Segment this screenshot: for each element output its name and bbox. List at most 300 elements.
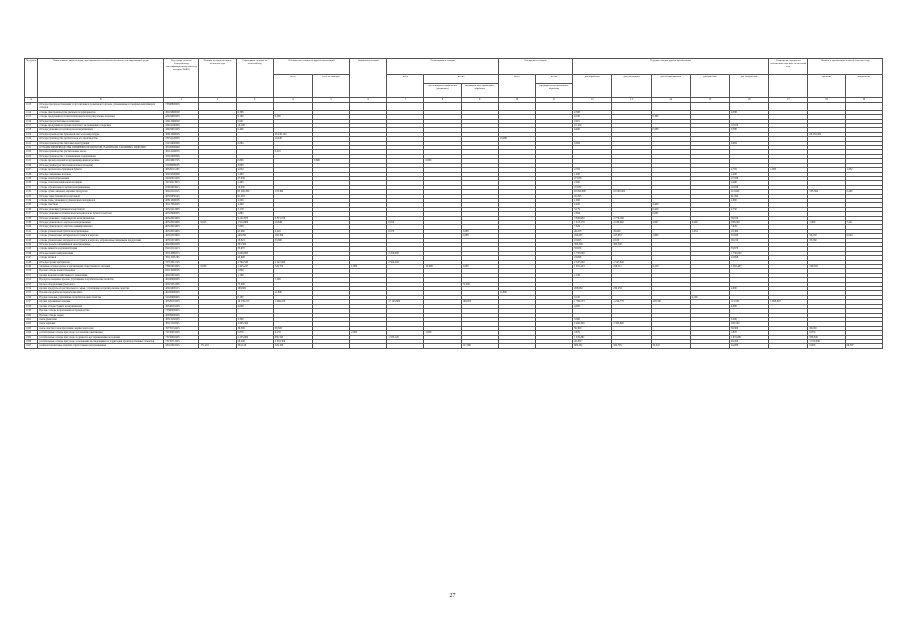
value-cell: 24,698 <box>573 256 612 260</box>
fkko-code-cell: 31108000005 <box>164 163 199 167</box>
column-number-cell: 8 <box>424 98 461 103</box>
waste-name-cell: прочие отходы бумаги незагрязненной <box>38 304 164 308</box>
value-cell: 0,001 <box>573 119 612 123</box>
value-cell <box>350 344 387 348</box>
row-number-cell: 1126 <box>25 163 38 167</box>
value-cell: 2,884 <box>573 212 612 216</box>
value-cell: 10,080 <box>498 137 535 141</box>
row-number-cell: 1146 <box>25 251 38 255</box>
value-cell: 1 362,487 <box>729 265 768 269</box>
row-number-cell: 1165 <box>25 335 38 339</box>
header-cell: для утилизации <box>612 75 651 98</box>
fkko-code-cell: 30210118125 <box>164 190 199 194</box>
waste-name-cell: Отходы производства бумажной массы из макулатуры <box>38 132 164 136</box>
value-cell: 39,300 <box>729 326 768 330</box>
row-number-cell: 1114 <box>25 110 38 114</box>
value-cell: 63 290,300 <box>236 190 273 194</box>
value-cell: 180,000 <box>729 220 768 224</box>
row-number-cell: 1152 <box>25 278 38 282</box>
fkko-code-cell: 40518301605 <box>164 220 199 224</box>
value-cell: 33,360 <box>808 238 845 242</box>
value-cell: 44,086 <box>729 344 768 348</box>
value-cell: 1 010,300 <box>808 339 845 343</box>
value-cell: 0,192 <box>387 220 424 224</box>
value-cell <box>808 103 845 111</box>
value-cell <box>273 103 312 111</box>
fkko-code-cell: 82210101215 <box>164 247 199 251</box>
value-cell: 1 968,820 <box>769 300 808 304</box>
value-cell: 1,332 <box>845 168 882 172</box>
value-cell: 10,630 <box>573 185 612 189</box>
fkko-code-cell: 40518401605 <box>164 216 199 220</box>
value-cell: 1,000 <box>424 331 461 335</box>
value-cell: 3,179 <box>236 207 273 211</box>
waste-name-cell: Прочие отходы потребления на производстве <box>38 309 164 313</box>
waste-name-cell: Прочие отходы сырья <box>38 313 164 317</box>
fkko-code-cell: 40160000005 <box>164 278 199 282</box>
value-cell: 0,210 <box>273 150 312 154</box>
value-cell: 393,300 <box>612 243 651 247</box>
value-cell: 0,078 <box>387 229 424 233</box>
fkko-code-cell: 43119991725 <box>164 159 199 163</box>
value-cell: 2 547,000 <box>273 260 312 264</box>
waste-name-cell: Отходы упаковки из целлюлозы незагрязненные <box>38 128 164 132</box>
fkko-code-cell: 40519630125 <box>164 194 199 198</box>
fkko-code-cell: 73398800005 <box>164 103 199 111</box>
row-number-cell: 1115 <box>25 115 38 119</box>
value-cell <box>313 344 350 348</box>
value-cell: 9,122,870 <box>236 216 273 220</box>
fkko-code-cell: 30115118325 <box>164 322 199 326</box>
value-cell: 3,179 <box>573 207 612 211</box>
value-cell: 2,702 <box>729 168 768 172</box>
waste-name-cell: отходы целлюлозно-бумажной бумаги <box>38 168 164 172</box>
value-cell: 4,000 <box>236 304 273 308</box>
waste-name-cell: пыль очистки газов при плавке черных металлов <box>38 326 164 330</box>
value-cell: 268,682 <box>236 287 273 291</box>
row-number-cell: 1144 <box>25 243 38 247</box>
value-cell: 1,800 <box>808 220 845 224</box>
fkko-code-cell: 40419000115 <box>164 287 199 291</box>
value-cell: 2 365,800 <box>612 322 651 326</box>
row-number-cell: 1155 <box>25 291 38 295</box>
value-cell: 33,970 <box>573 247 612 251</box>
row-number-cell: 1148 <box>25 260 38 264</box>
value-cell: 1,890 <box>651 234 690 238</box>
value-cell: 11,890 <box>273 291 312 295</box>
row-number-cell: 1113 <box>25 103 38 111</box>
row-number-cell: 1164 <box>25 331 38 335</box>
value-cell: 0,000 <box>808 344 845 348</box>
waste-name-cell: отходы упаковочных материалов из бумаги и картона <box>38 234 164 238</box>
value-cell: 1 335,120 <box>387 335 424 339</box>
value-cell: 2,490 <box>236 181 273 185</box>
value-cell: 0,084 <box>729 141 768 145</box>
value-cell: 2,400 <box>651 203 690 207</box>
value-cell: 49,223 <box>573 229 612 233</box>
value-cell: 1,000 <box>236 198 273 202</box>
column-number-cell: 15 <box>690 98 729 103</box>
header-cell: для обработки <box>573 75 612 98</box>
value-cell: 3,000 <box>236 163 273 167</box>
value-cell: 0,001 <box>236 119 273 123</box>
waste-name-cell: Отходы прочих материалов <box>38 260 164 264</box>
value-cell: 3,300 <box>573 317 612 321</box>
fkko-code-cell: 40540181205 <box>164 304 199 308</box>
row-number-cell: 1117 <box>25 124 38 128</box>
value-cell: 258,311 <box>612 265 651 269</box>
waste-name-cell: отходы сухих, вяленых, вареных продуктов <box>38 190 164 194</box>
value-cell: 72,000 <box>461 282 498 286</box>
value-cell: 1 931,423 <box>573 265 612 269</box>
fkko-code-cell: 43411000000 <box>164 119 199 123</box>
value-cell: 0,226 <box>273 229 312 233</box>
value-cell: 417,681 <box>612 234 651 238</box>
value-cell: 117,000 <box>461 344 498 348</box>
value-cell: 39,300 <box>236 326 273 330</box>
value-cell: 1,000 <box>461 265 498 269</box>
value-cell: 0,870 <box>808 331 845 335</box>
value-cell: 129,160 <box>273 344 312 348</box>
row-number-cell: 1134 <box>25 198 38 202</box>
value-cell: 113,563 <box>729 300 768 304</box>
row-number-cell: 1141 <box>25 229 38 233</box>
fkko-code-cell: 40591301605 <box>164 238 199 242</box>
value-cell: 1 750,000 <box>729 251 768 255</box>
waste-name-cell: отходы текстиля <box>38 203 164 207</box>
value-cell <box>498 103 535 111</box>
fkko-code-cell: 30117002205 <box>164 203 199 207</box>
row-number-cell: 1159 <box>25 309 38 313</box>
value-cell: 2 547,040 <box>573 260 612 264</box>
row-number-cell: 1124 <box>25 154 38 158</box>
value-cell: 7,421 <box>845 220 882 224</box>
value-cell: 0,190 <box>236 115 273 119</box>
value-cell <box>387 344 424 348</box>
row-number-cell: 1163 <box>25 326 38 330</box>
value-cell <box>573 103 612 111</box>
value-cell: 1,000 <box>729 198 768 202</box>
value-cell: 10,630 <box>236 185 273 189</box>
header-cell: Наличие в организации на конец отчетного года <box>808 59 883 75</box>
waste-name-cell: Отходы шлама нейтрализации <box>38 251 164 255</box>
row-number-cell: 1140 <box>25 225 38 229</box>
fkko-code-cell: 30114100005 <box>164 150 199 154</box>
column-number-cell: 19 <box>845 98 882 103</box>
column-number-cell: 13 <box>612 98 651 103</box>
row-number-cell: 1153 <box>25 282 38 286</box>
row-number-cell: 1119 <box>25 132 38 136</box>
waste-name-cell: Отходы упаковки и упаковочных материалов из бумаги и картона <box>38 212 164 216</box>
waste-name-cell: отходы продукции из полиэтилентерефталата (ритуальные изделия) <box>38 115 164 119</box>
waste-name-cell: отходы упаковочной бумаги незагрязненные <box>38 229 164 233</box>
value-cell: 2 605,300 <box>236 322 273 326</box>
waste-name-cell: прочие деревянные изделия <box>38 300 164 304</box>
row-number-cell: 1166 <box>25 339 38 343</box>
row-number-cell: 1142 <box>25 234 38 238</box>
value-cell: 2,490 <box>573 181 612 185</box>
value-cell <box>498 344 535 348</box>
value-cell: 2 547,040 <box>612 260 651 264</box>
column-number-cell: 3 <box>236 98 273 103</box>
value-cell: 27,936 <box>573 176 612 180</box>
waste-name-cell: отходы цемента в кусковой форме <box>38 247 164 251</box>
header-cell: из них <box>424 75 498 84</box>
column-number-cell: 4 <box>273 98 312 103</box>
fkko-code-cell: 30119351305 <box>164 282 199 286</box>
value-cell: 27,936 <box>236 176 273 180</box>
waste-name-cell: прочие продукты из растительного сырья, утратившие потребительские свойства <box>38 287 164 291</box>
value-cell: 133,364 <box>273 190 312 194</box>
fkko-code-cell: 73130002205 <box>164 335 199 339</box>
value-cell: 2,000 <box>350 331 387 335</box>
value-cell: 268,682 <box>573 287 612 291</box>
fkko-code-cell: 73713011725 <box>164 260 199 264</box>
value-cell: 659,345 <box>273 335 312 339</box>
fkko-code-cell: 40518401605 <box>164 225 199 229</box>
report-page <box>24 58 883 349</box>
value-cell: 19 139,213 <box>236 300 273 304</box>
waste-name-cell: растительные отходы при уходе за зелеными насаждениями на территории производственных объектов <box>38 339 164 343</box>
header-cell: из них <box>535 75 572 84</box>
value-cell: 2,490 <box>729 181 768 185</box>
value-cell: 1,000 <box>350 265 387 269</box>
value-cell: 26 230,000 <box>808 132 845 136</box>
value-cell: 2,702 <box>573 168 612 172</box>
value-cell: 4,034 <box>236 168 273 172</box>
value-cell: 4,000 <box>729 304 768 308</box>
value-cell: 418,330 <box>651 300 690 304</box>
value-cell: 69,397 <box>845 344 882 348</box>
waste-name-cell: растительные отходы при уходе за газонами, цветниками <box>38 331 164 335</box>
waste-name-cell: резиноантрацитовые изделия отработанные незагрязненные <box>38 344 164 348</box>
value-cell: 0,870 <box>573 331 612 335</box>
value-cell: 39,300 <box>273 326 312 330</box>
fkko-code-cell: 40518000005 <box>164 212 199 216</box>
fkko-code-cell: 30313182205 <box>164 317 199 321</box>
column-number-cell: 12 <box>573 98 612 103</box>
value-cell: 10,100 <box>729 124 768 128</box>
fkko-code-cell: 40639000005 <box>164 313 199 317</box>
header-cell: Поступление отходов из других организаций <box>273 59 349 75</box>
row-number-cell: 1123 <box>25 150 38 154</box>
waste-name-cell: пыль зерновая <box>38 322 164 326</box>
row-number-cell: 1136 <box>25 207 38 211</box>
column-number-cell: 14 <box>651 98 690 103</box>
header-cell: Утилизировано отходов <box>387 59 498 75</box>
value-cell: 2,600 <box>729 287 768 291</box>
row-number-cell: 1158 <box>25 304 38 308</box>
fkko-code-cell: 33252120005 <box>164 137 199 141</box>
waste-name-cell: Отходы резины (растительная вспомогательная) <box>38 163 164 167</box>
header-cell: Размещение отходов на собственных объектах за отчетный год <box>769 59 808 75</box>
table-row <box>25 344 883 348</box>
value-cell: 4,997 <box>651 220 690 224</box>
fkko-code-cell: 46210001205 <box>164 273 199 277</box>
fkko-code-cell: 30219300000 <box>164 172 199 176</box>
waste-name-cell: Прочие продукты из переработки мяса <box>38 291 164 295</box>
value-cell: 1,199 <box>573 273 612 277</box>
column-number-cell: 2 <box>199 98 236 103</box>
value-cell: 0,000 <box>199 265 236 269</box>
waste-name-cell: Отходы производства гипсовых конструкций <box>38 141 164 145</box>
header-cell <box>769 75 808 98</box>
column-number-cell: 6 <box>350 98 387 103</box>
value-cell: 1 913,178 <box>573 220 612 224</box>
value-cell: 393,300 <box>236 243 273 247</box>
waste-name-cell: отходы прочих изделий из вулканизированной резины <box>38 159 164 163</box>
value-cell: 91,293 <box>573 194 612 198</box>
fkko-code-cell: 46220002205 <box>164 243 199 247</box>
header-cell: Обезврежено отходов <box>498 59 572 75</box>
value-cell: 182,390 <box>273 234 312 238</box>
fkko-code-cell: 40518201605 <box>164 229 199 233</box>
waste-name-cell: отходы шлаков <box>38 256 164 260</box>
waste-name-cell: отходы стеклоизоляционной изоляции <box>38 181 164 185</box>
value-cell: 26 230,120 <box>273 132 312 136</box>
fkko-code-cell: 40521212605 <box>164 207 199 211</box>
column-number-cell: 9 <box>461 98 498 103</box>
value-cell: 0,100 <box>236 295 273 299</box>
value-cell: 63 292,900 <box>573 190 612 194</box>
row-number-cell: 1154 <box>25 287 38 291</box>
value-cell: 4 180,062 <box>612 220 651 224</box>
waste-name-cell: отходы стеклообразования <box>38 176 164 180</box>
value-cell: 2 776,168 <box>612 216 651 220</box>
table-row <box>25 103 883 111</box>
fkko-code-cell: 40591301605 <box>164 234 199 238</box>
value-cell: 2 250,000 <box>387 251 424 255</box>
value-cell <box>535 344 572 348</box>
header-cell: в т.ч. по импорту <box>313 75 350 98</box>
value-cell <box>535 103 572 111</box>
value-cell: 0,429 <box>651 207 690 211</box>
value-cell <box>690 103 729 111</box>
value-cell <box>651 103 690 111</box>
row-number-cell: 1130 <box>25 181 38 185</box>
value-cell: 0,800 <box>424 159 461 163</box>
value-cell: 24,698 <box>729 256 768 260</box>
value-cell: 0,613 <box>612 238 651 242</box>
row-number-cell: 1135 <box>25 203 38 207</box>
value-cell: 1,199 <box>236 273 273 277</box>
value-cell: 3,300 <box>729 317 768 321</box>
waste-name-cell: отходы строительного щебня незагрязненные <box>38 185 164 189</box>
value-cell: 1,400 <box>573 172 612 176</box>
value-cell: 7,829 <box>729 225 768 229</box>
value-cell: 2 564,500 <box>387 260 424 264</box>
value-cell: 334,126 <box>236 344 273 348</box>
value-cell: 10,630 <box>729 185 768 189</box>
row-number-cell: 1122 <box>25 146 38 150</box>
value-cell: 0,380 <box>729 128 768 132</box>
row-number-cell: 1118 <box>25 128 38 132</box>
waste-name-cell: Отходы тары бумажной и картонной <box>38 194 164 198</box>
value-cell: 18,366 <box>729 229 768 233</box>
value-cell: 2,750 <box>729 207 768 211</box>
value-cell: 0,400 <box>573 128 612 132</box>
row-number-cell: 1133 <box>25 194 38 198</box>
row-number-cell: 1127 <box>25 168 38 172</box>
value-cell: 39,300 <box>573 326 612 330</box>
fkko-code-cell: 31231000000 <box>164 141 199 145</box>
value-cell: 35,936 <box>729 234 768 238</box>
row-number-cell: 1157 <box>25 300 38 304</box>
row-number-cell: 1139 <box>25 220 38 224</box>
waste-name-cell: Отходы упаковочного картона ламинированного <box>38 225 164 229</box>
fkko-code-cell: 43419190295 <box>164 124 199 128</box>
header-cell: Передача отходов другим организациям <box>573 59 769 75</box>
column-number-cell: 16 <box>729 98 768 103</box>
value-cell: 133,364 <box>808 190 845 194</box>
column-number-cell: А <box>25 98 38 103</box>
row-number-cell: 1132 <box>25 190 38 194</box>
value-cell <box>199 103 236 111</box>
value-cell: 26,200 <box>729 339 768 343</box>
value-cell: 1 919,881 <box>573 335 612 339</box>
value-cell <box>387 103 424 111</box>
row-number-cell: 1162 <box>25 322 38 326</box>
value-cell: 450,607 <box>573 234 612 238</box>
value-cell: 1,400 <box>729 172 768 176</box>
value-cell: 2,884 <box>236 212 273 216</box>
header-cell: хранение <box>808 75 845 98</box>
value-cell: 10,100 <box>236 124 273 128</box>
column-number-cell: 1 <box>164 98 199 103</box>
value-cell: 18,823 <box>573 238 612 242</box>
header-cell: всего <box>273 75 312 98</box>
value-cell: 169,302 <box>808 265 845 269</box>
column-number-cell: 11 <box>535 98 572 103</box>
fkko-code-cell: 30111001205 <box>164 256 199 260</box>
value-cell: 33,970 <box>236 247 273 251</box>
value-cell: 1,800 <box>236 269 273 273</box>
value-cell: 6,228 <box>651 265 690 269</box>
column-number-cell: 17 <box>769 98 808 103</box>
fkko-code-cell: 73390000005 <box>164 309 199 313</box>
value-cell: 39,910 <box>729 216 768 220</box>
value-cell: 0,084 <box>236 141 273 145</box>
fkko-code-cell: 35735132425 <box>164 326 199 330</box>
waste-name-cell: пищевые отходы кухонь и организаций общественного питания <box>38 265 164 269</box>
waste-name-cell: Отходы упаковки с гофрокартона незагрязненные <box>38 216 164 220</box>
value-cell: 0,100 <box>690 295 729 299</box>
value-cell: 59,130 <box>808 234 845 238</box>
row-number-cell: 1137 <box>25 212 38 216</box>
waste-name-cell: Отходы при предоставлении услуг питания в розничной торговле, упакованные в товарных контейнерах отходов <box>38 103 164 111</box>
fkko-code-cell: 81910003215 <box>164 185 199 189</box>
value-cell: 7,500 <box>273 278 312 282</box>
value-cell <box>612 103 651 111</box>
value-cell: 1,088 <box>461 229 498 233</box>
value-cell: 1 919,881 <box>729 335 768 339</box>
value-cell: 26,200 <box>573 339 612 343</box>
row-number-cell: 1121 <box>25 141 38 145</box>
row-number-cell: 1150 <box>25 269 38 273</box>
row-number-cell: 1138 <box>25 216 38 220</box>
value-cell: 0,190 <box>651 115 690 119</box>
value-cell: 0,084 <box>573 141 612 145</box>
value-cell: 0,270 <box>273 331 312 335</box>
fkko-code-cell: 30114080215 <box>164 251 199 255</box>
header-cell: захоронение <box>845 75 882 98</box>
fkko-code-cell: 73130712205 <box>164 339 199 343</box>
value-cell: 0,190 <box>573 115 612 119</box>
value-cell: 3,300 <box>236 317 273 321</box>
value-cell: 449,292 <box>236 234 273 238</box>
waste-name-cell: Прочие изделия, утратившие потребительские свойства <box>38 295 164 299</box>
header-cell: всего <box>387 75 424 98</box>
